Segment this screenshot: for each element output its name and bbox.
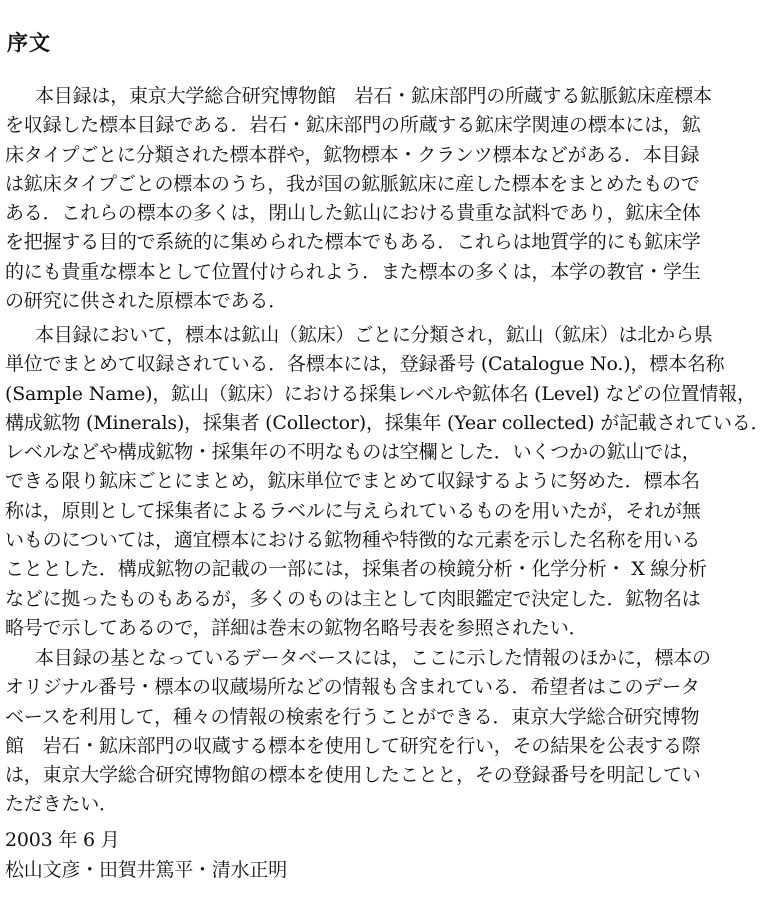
text-line: (Sample Name)，鉱山（鉱床）における採集レベルや鉱体名 (Level) などの位置情報，	[5, 382, 756, 405]
text-line: などに拠ったものもあるが，多くのものは主として肉眼鑑定で決定した．鉱物名は	[5, 587, 701, 610]
paragraph-1	[5, 82, 775, 316]
text-line: いものについては，適宜標本における鉱物種や特徴的な元素を示した名称を用いる	[5, 529, 701, 552]
text-line: を把握する目的で系統的に集められた標本でもある．これらは地質学的にも鉱床学	[5, 231, 701, 254]
text-line: 館 岩石・鉱床部門の収蔵する標本を使用して研究を行い，その結果を公表する際	[5, 734, 701, 757]
text-line: できる限り鉱床ごとにまとめ，鉱床単位でまとめて収録するように努めた．標本名	[5, 470, 700, 493]
date-line: 2003 年 6 月	[5, 829, 120, 851]
text-line: こととした．構成鉱物の記載の一部には，採集者の検鏡分析・化学分析・ X 線分析	[5, 558, 707, 581]
text-line: を収録した標本目録である．岩石・鉱床部門の所蔵する鉱床学関連の標本には，鉱	[5, 114, 701, 137]
text-line: 本目録において，標本は鉱山（鉱床）ごとに分類され，鉱山（鉱床）は北から県	[35, 324, 713, 346]
text-line: オリジナル番号・標本の収蔵場所などの情報も含まれている．希望者はこのデータ	[5, 676, 700, 699]
text-line: 構成鉱物 (Minerals)，採集者 (Collector)，採集年 (Year collected) が記載されている．	[5, 411, 770, 434]
paragraph-3	[5, 644, 775, 820]
text-line: 本目録は，東京大学総合研究博物館 岩石・鉱床部門の所蔵する鉱脈鉱床産標本	[35, 85, 712, 107]
text-line: は鉱床タイプごとの標本のうち，我が国の鉱脈鉱床に産した標本をまとめたもので	[5, 172, 700, 195]
paragraph-2	[5, 321, 775, 643]
text-line: 単位でまとめて収録されている．各標本には，登録番号 (Catalogue No.)，標本名称	[5, 353, 725, 376]
text-line: は，東京大学総合研究博物館の標本を使用したことと，その登録番号を明記してい	[5, 764, 701, 787]
signature-block	[5, 825, 287, 885]
text-line: レベルなどや構成鉱物・採集年の不明なものは空欄とした．いくつかの鉱山では，	[5, 441, 701, 464]
authors-line: 松山文彦・田賀井篤平・清水正明	[5, 859, 288, 881]
text-line: 称は，原則として採集者によるラベルに与えられているものを用いたが，それが無	[5, 499, 701, 522]
text-line: 略号で示してあるので，詳細は巻末の鉱物名略号表を参照されたい．	[5, 616, 588, 639]
text-line: ただきたい．	[5, 793, 118, 816]
text-line: 床タイプごとに分類された標本群や，鉱物標本・クランツ標本などがある．本目録	[5, 143, 700, 166]
text-line: ある．これらの標本の多くは，閉山した鉱山における貴重な試料であり，鉱床全体	[5, 202, 701, 225]
text-line: ベースを利用して，種々の情報の検索を行うことができる．東京大学総合研究博物	[5, 705, 700, 728]
page-title: 序文	[7, 31, 51, 55]
text-line: 本目録の基となっているデータベースには，ここに示した情報のほかに，標本の	[35, 647, 711, 669]
text-line: 的にも貴重な標本として位置付けられよう．また標本の多くは，本学の教官・学生	[5, 260, 701, 283]
text-line: の研究に供された原標本である．	[5, 290, 288, 313]
